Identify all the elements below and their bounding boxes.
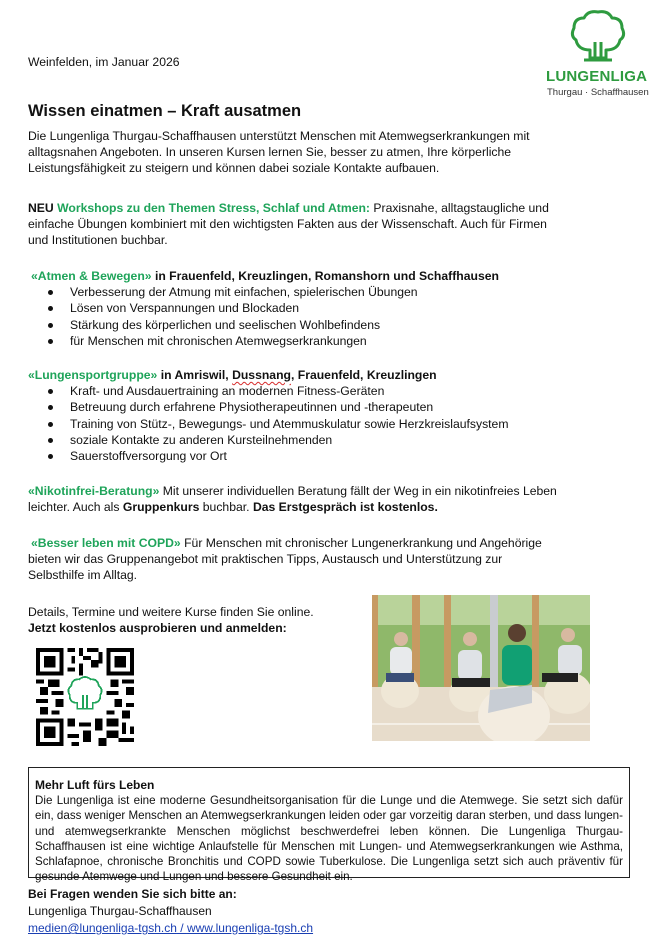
free-first-consultation: Das Erstgespräch ist kostenlos.	[252, 500, 438, 515]
intro-line: Die Lungenliga Thurgau-Schaffhausen unterstützt Menschen mit Atemwegserkrankungen mit	[28, 129, 530, 143]
logo-subtitle: Thurgau · Schaffhausen	[547, 87, 649, 98]
list-item: für Menschen mit chronischen Atemwegserkrankungen	[28, 333, 499, 349]
date-line: Weinfelden, im Januar 2026	[28, 55, 180, 69]
list-item: Stärkung des körperlichen und seelischen Wohlbefindens	[28, 317, 499, 333]
details-text: Details, Termine und weitere Kurse finden Sie online.	[28, 605, 314, 619]
signup-callout: Jetzt kostenlos ausprobieren und anmelden:	[28, 621, 287, 636]
qr-code-graphic	[36, 648, 134, 746]
copd-text: Für Menschen mit chronischer Lungenerkrankung und Angehörige	[184, 536, 542, 550]
course-location-misspelled: Dussnang	[232, 368, 291, 382]
email-link[interactable]: medien@lungenliga-tgsh.ch	[28, 921, 177, 935]
section-lungensportgruppe	[28, 367, 508, 464]
website-link[interactable]: www.lungenliga-tgsh.ch	[186, 921, 314, 935]
neu-label: NEU	[28, 201, 54, 215]
qr-code[interactable]	[36, 648, 134, 746]
info-box-heading: Mehr Luft fürs Leben	[35, 778, 155, 792]
neu-text: einfache Übungen kombiniert mit den wichtigsten Fakten aus der Wissenschaft. Auch für Firmen	[28, 217, 547, 232]
nikotin-text: leichter. Auch als	[28, 500, 120, 515]
copd-text: Selbsthilfe im Alltag.	[28, 568, 138, 583]
contact-org: Lungenliga Thurgau-Schaffhausen	[28, 904, 212, 918]
section-copd	[28, 535, 542, 584]
contact-block	[28, 886, 313, 937]
section-atmen-bewegen	[31, 268, 499, 349]
course-photo	[372, 595, 590, 741]
nikotin-text: Mit unserer individuellen Beratung fällt der Weg in ein nikotinfreies Leben	[162, 484, 557, 498]
bullet-list	[28, 383, 508, 464]
info-box-body: Die Lungenliga ist eine moderne Gesundheitsorganisation für die Lunge und die Atemwege. Sie setzt sich dafür ein, dass weniger Menschen an Atemwegserkrankungen leiden oder gar vorzeitig daran sterben, und dass lungen- und atemwegserkrankte Menschen möglichst beschwerdefrei leben können. Die Lungenliga Thurgau-Schaffhausen ist eine wichtige Anlaufstelle für Menschen mit Lungen- und Atemwegserkrankungen wie Asthma, Schlafapnoe, chronische Bronchitis und COPD sowie Tuberkulose. Die Lungenliga setzt sich auch präventiv für gesunde Atemwege und Lungen und bessere Gesundheit ein.	[35, 794, 623, 884]
list-item: Betreuung durch erfahrene Physiotherapeutinnen und -therapeuten	[28, 399, 508, 415]
details-block	[28, 604, 314, 636]
logo-name: LUNGENLIGA	[546, 68, 648, 85]
neu-text: Praxisnahe, alltagstaugliche und	[373, 201, 549, 215]
course-locations: , Frauenfeld, Kreuzlingen	[290, 368, 437, 382]
section-nikotinfrei	[28, 483, 557, 515]
link-separator: /	[176, 921, 187, 935]
list-item: Kraft- und Ausdauertraining an modernen Fitness-Geräten	[28, 383, 508, 399]
intro-line: alltagsnahen Angeboten. In unseren Kursen lernen Sie, besser zu atmen, Ihre körperliche	[28, 145, 512, 160]
exercise-ball-class-image	[372, 595, 590, 741]
course-locations: in Frauenfeld, Kreuzlingen, Romanshorn und Schaffhausen	[154, 269, 499, 283]
copd-text: bieten wir das Gruppenangebot mit praktischen Tipps, Austausch und Unterstützung zur	[28, 552, 503, 567]
course-name: «Nikotinfrei-Beratung»	[28, 484, 160, 498]
workshops-highlight: Workshops zu den Themen Stress, Schlaf und Atmen:	[57, 201, 370, 215]
list-item: Sauerstoffversorgung vor Ort	[28, 448, 508, 464]
course-locations: in Amriswil,	[160, 368, 229, 382]
course-name: «Atmen & Bewegen»	[31, 269, 152, 283]
intro-line: Leistungsfähigkeit zu steigern und können dabei soziale Kontakte aufbauen.	[28, 161, 440, 176]
page-title: Wissen einatmen – Kraft ausatmen	[28, 102, 302, 120]
tree-icon	[568, 10, 628, 68]
intro-paragraph	[28, 128, 530, 177]
course-name: «Lungensportgruppe»	[28, 368, 158, 382]
list-item: Training von Stütz-, Bewegungs- und Atemmuskulatur sowie Herzkreislaufsystem	[28, 416, 508, 432]
list-item: Lösen von Verspannungen und Blockaden	[28, 300, 499, 316]
course-name: «Besser leben mit COPD»	[31, 536, 181, 550]
contact-heading: Bei Fragen wenden Sie sich bitte an:	[28, 887, 237, 901]
info-box	[28, 767, 630, 884]
nikotin-text: buchbar.	[202, 500, 250, 515]
contact-links	[28, 920, 313, 937]
gruppenkurs-label: Gruppenkurs	[122, 500, 200, 515]
bullet-list	[28, 284, 499, 349]
lungenliga-logo	[540, 10, 652, 102]
list-item: Verbesserung der Atmung mit einfachen, spielerischen Übungen	[28, 284, 499, 300]
neu-workshops-paragraph	[28, 200, 549, 249]
neu-text: und Institutionen buchbar.	[28, 233, 168, 248]
list-item: soziale Kontakte zu anderen Kursteilnehmenden	[28, 432, 508, 448]
